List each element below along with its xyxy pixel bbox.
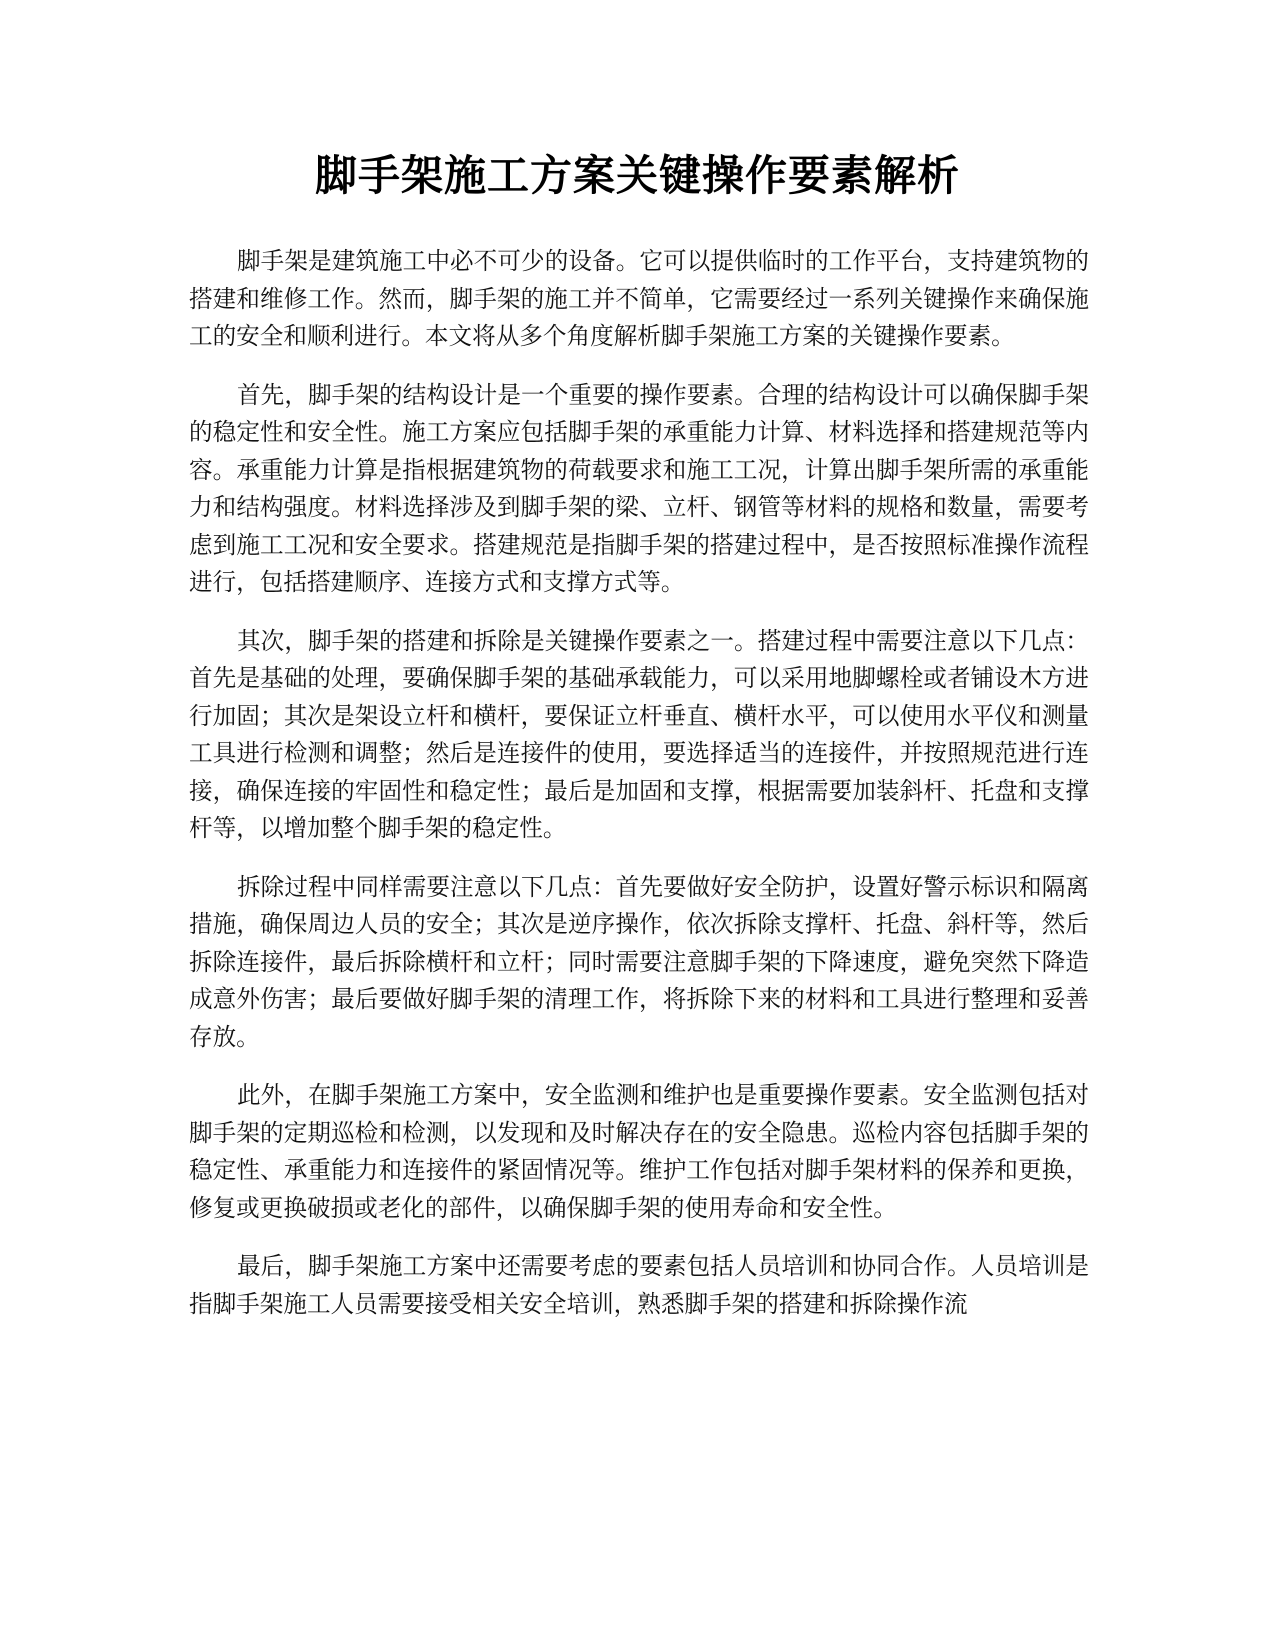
paragraph-monitoring: 此外，在脚手架施工方案中，安全监测和维护也是重要操作要素。安全监测包括对脚手架的定期巡检和检测，以发现和及时解决存在的安全隐患。巡检内容包括脚手架的稳定性、承重能力和连接件的紧固情况等。维护工作包括对脚手架材料的保养和更换，修复或更换破损或老化的部件，以确保脚手架的使用寿命和安全性。: [189, 1081, 1089, 1222]
paragraph-structure-design: 首先，脚手架的结构设计是一个重要的操作要素。合理的结构设计可以确保脚手架的稳定性和安全性。施工方案应包括脚手架的承重能力计算、材料选择和搭建规范等内容。承重能力计算是指根据建筑物的荷载要求和施工工况，计算出脚手架所需的承重能力和结构强度。材料选择涉及到脚手架的梁、立杆、钢管等材料的规格和数量，需要考虑到施工工况和安全要求。搭建规范是指脚手架的搭建过程中，是否按照标准操作流程进行，包括搭建顺序、连接方式和支撑方式等。: [189, 380, 1089, 596]
paragraph-intro: 脚手架是建筑施工中必不可少的设备。它可以提供临时的工作平台，支持建筑物的搭建和维修工作。然而，脚手架的施工并不简单，它需要经过一系列关键操作来确保施工的安全和顺利进行。本文将从多个角度解析脚手架施工方案的关键操作要素。: [189, 247, 1089, 350]
paragraph-dismantling: 拆除过程中同样需要注意以下几点：首先要做好安全防护，设置好警示标识和隔离措施，确保周边人员的安全；其次是逆序操作，依次拆除支撑杆、托盘、斜杆等，然后拆除连接件，最后拆除横杆和立杆；同时需要注意脚手架的下降速度，避免突然下降造成意外伤害；最后要做好脚手架的清理工作，将拆除下来的材料和工具进行整理和妥善存放。: [189, 872, 1089, 1051]
paragraph-erection: 其次，脚手架的搭建和拆除是关键操作要素之一。搭建过程中需要注意以下几点：首先是基础的处理，要确保脚手架的基础承载能力，可以采用地脚螺栓或者铺设木方进行加固；其次是架设立杆和横杆，要保证立杆垂直、横杆水平，可以使用水平仪和测量工具进行检测和调整；然后是连接件的使用，要选择适当的连接件，并按照规范进行连接，确保连接的牢固性和稳定性；最后是加固和支撑，根据需要加装斜杆、托盘和支撑杆等，以增加整个脚手架的稳定性。: [189, 626, 1089, 842]
paragraph-training: 最后，脚手架施工方案中还需要考虑的要素包括人员培训和协同合作。人员培训是指脚手架施工人员需要接受相关安全培训，熟悉脚手架的搭建和拆除操作流: [189, 1252, 1089, 1318]
document-body: [189, 243, 1089, 1344]
document-title: 脚手架施工方案关键操作要素解析: [314, 151, 960, 200]
